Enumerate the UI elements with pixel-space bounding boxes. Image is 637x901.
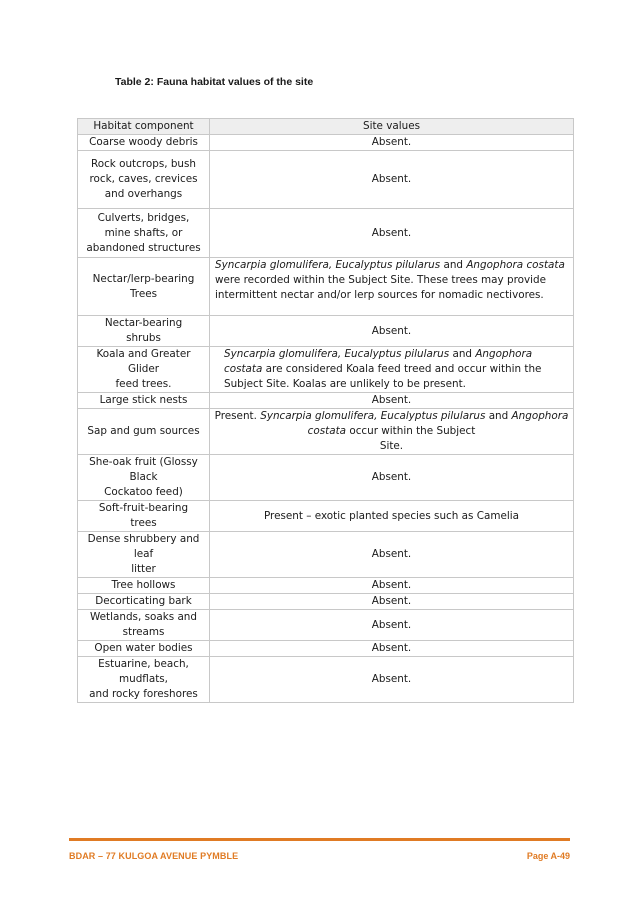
habitat-component-cell bbox=[78, 610, 210, 641]
table-row bbox=[78, 657, 574, 703]
habitat-component-line: Cockatoo feed) bbox=[104, 486, 183, 498]
table-row bbox=[78, 347, 574, 393]
habitat-component-line: Glider bbox=[127, 363, 160, 375]
site-value-cell: Absent. bbox=[210, 641, 574, 657]
site-value-cell: Absent. bbox=[210, 135, 574, 151]
site-value-cell: Present – exotic planted species such as Camelia bbox=[210, 501, 574, 532]
habitat-component-line: Coarse woody debris bbox=[89, 136, 198, 148]
site-value-cell: Absent. bbox=[210, 594, 574, 610]
species-name: Angophora costata bbox=[224, 348, 533, 375]
habitat-component-cell bbox=[78, 501, 210, 532]
table-row bbox=[78, 455, 574, 501]
habitat-component-line: Decorticating bark bbox=[95, 595, 192, 607]
habitat-component-line: shrubs bbox=[126, 332, 161, 344]
site-value-cell bbox=[210, 258, 574, 316]
habitat-component-line: Nectar-bearing bbox=[104, 317, 183, 329]
table-row bbox=[78, 393, 574, 409]
habitat-component-line: Dense shrubbery and bbox=[87, 533, 200, 545]
habitat-component-line: trees bbox=[130, 517, 157, 529]
value-text: Site. bbox=[379, 440, 404, 452]
species-name: Angophora costata bbox=[466, 259, 565, 271]
table-row bbox=[78, 209, 574, 258]
habitat-component-line: Rock outcrops, bush bbox=[90, 158, 197, 170]
habitat-component-cell bbox=[78, 455, 210, 501]
footer-document-title: BDAR – 77 KULGOA AVENUE PYMBLE bbox=[69, 851, 239, 861]
habitat-component-line: She-oak fruit (Glossy bbox=[89, 456, 198, 468]
table-row bbox=[78, 151, 574, 209]
habitat-component-line: mudflats, bbox=[118, 673, 168, 685]
habitat-component-line: litter bbox=[131, 563, 156, 575]
table-caption: Table 2: Fauna habitat values of the site bbox=[115, 76, 314, 88]
site-value-cell: Absent. bbox=[210, 578, 574, 594]
site-value-cell bbox=[210, 409, 574, 455]
habitat-component-line: streams bbox=[122, 626, 165, 638]
habitat-component-line: Soft-fruit-bearing bbox=[98, 502, 189, 514]
site-value-cell: Absent. bbox=[210, 316, 574, 347]
site-value-cell: Absent. bbox=[210, 151, 574, 209]
habitat-component-line: and rocky foreshores bbox=[89, 688, 198, 700]
habitat-component-cell bbox=[78, 151, 210, 209]
site-value-cell: Absent. bbox=[210, 393, 574, 409]
habitat-component-cell bbox=[78, 409, 210, 455]
habitat-component-line: Wetlands, soaks and bbox=[89, 611, 197, 623]
value-text: are considered Koala feed treed and occur within the Subject Site. Koalas are unlikely to be present. bbox=[224, 363, 542, 390]
site-value-cell: Absent. bbox=[210, 455, 574, 501]
habitat-component-cell bbox=[78, 578, 210, 594]
table-row bbox=[78, 594, 574, 610]
habitat-component-line: Trees bbox=[129, 287, 158, 300]
table-row bbox=[78, 135, 574, 151]
table-row bbox=[78, 532, 574, 578]
habitat-component-line: and overhangs bbox=[104, 188, 183, 200]
table-header-row bbox=[78, 119, 574, 135]
habitat-component-line: leaf bbox=[133, 548, 154, 560]
table-row bbox=[78, 578, 574, 594]
site-value-cell: Absent. bbox=[210, 610, 574, 641]
footer-page-number: Page A-49 bbox=[526, 851, 570, 861]
habitat-component-line: abandoned structures bbox=[86, 241, 201, 254]
value-text: were recorded within the Subject Site. These trees may provide intermittent nectar and/or lerp sources for nomadic nectivores. bbox=[215, 274, 547, 301]
value-text: and bbox=[449, 348, 476, 360]
value-text: Present. bbox=[214, 410, 261, 422]
table-row bbox=[78, 641, 574, 657]
habitat-component-cell bbox=[78, 532, 210, 578]
footer-rule bbox=[69, 838, 570, 841]
value-text: and bbox=[440, 259, 467, 271]
habitat-component-cell bbox=[78, 258, 210, 316]
habitat-component-cell bbox=[78, 347, 210, 393]
habitat-component-line: Sap and gum sources bbox=[87, 425, 200, 437]
habitat-component-cell bbox=[78, 594, 210, 610]
site-value-cell: Absent. bbox=[210, 209, 574, 258]
habitat-component-cell bbox=[78, 135, 210, 151]
site-value-cell: Absent. bbox=[210, 657, 574, 703]
habitat-component-line: Culverts, bridges, bbox=[97, 211, 190, 224]
table-row bbox=[78, 501, 574, 532]
table-row bbox=[78, 316, 574, 347]
habitat-component-cell bbox=[78, 209, 210, 258]
species-name: Syncarpia glomulifera, Eucalyptus pilularus bbox=[215, 259, 441, 271]
table-row bbox=[78, 258, 574, 316]
habitat-component-line: Estuarine, beach, bbox=[98, 658, 189, 670]
header-site-values: Site values bbox=[210, 119, 574, 135]
habitat-component-line: feed trees. bbox=[115, 378, 172, 390]
habitat-component-line: Koala and Greater bbox=[96, 348, 191, 360]
value-text: and bbox=[485, 410, 512, 422]
table-row bbox=[78, 409, 574, 455]
habitat-component-cell bbox=[78, 657, 210, 703]
site-value-cell: Absent. bbox=[210, 532, 574, 578]
species-name: Syncarpia glomulifera, Eucalyptus pilularus bbox=[224, 348, 450, 360]
habitat-component-line: mine shafts, or bbox=[104, 226, 183, 239]
species-name: Angophora costata bbox=[307, 410, 569, 437]
habitat-component-cell bbox=[78, 641, 210, 657]
value-text: occur within the Subject bbox=[346, 425, 476, 437]
header-habitat-component: Habitat component bbox=[78, 119, 210, 135]
habitat-component-line: rock, caves, crevices bbox=[89, 173, 198, 185]
habitat-component-line: Nectar/lerp-bearing bbox=[92, 272, 195, 285]
habitat-component-cell bbox=[78, 393, 210, 409]
habitat-component-cell bbox=[78, 316, 210, 347]
habitat-component-line: Large stick nests bbox=[99, 394, 188, 406]
habitat-component-line: Open water bodies bbox=[94, 642, 193, 654]
site-value-cell bbox=[210, 347, 574, 393]
habitat-component-line: Black bbox=[129, 471, 158, 483]
table-row bbox=[78, 610, 574, 641]
species-name: Syncarpia glomulifera, Eucalyptus pilularus bbox=[260, 410, 486, 422]
habitat-component-line: Tree hollows bbox=[111, 579, 176, 591]
fauna-habitat-table bbox=[77, 118, 574, 703]
